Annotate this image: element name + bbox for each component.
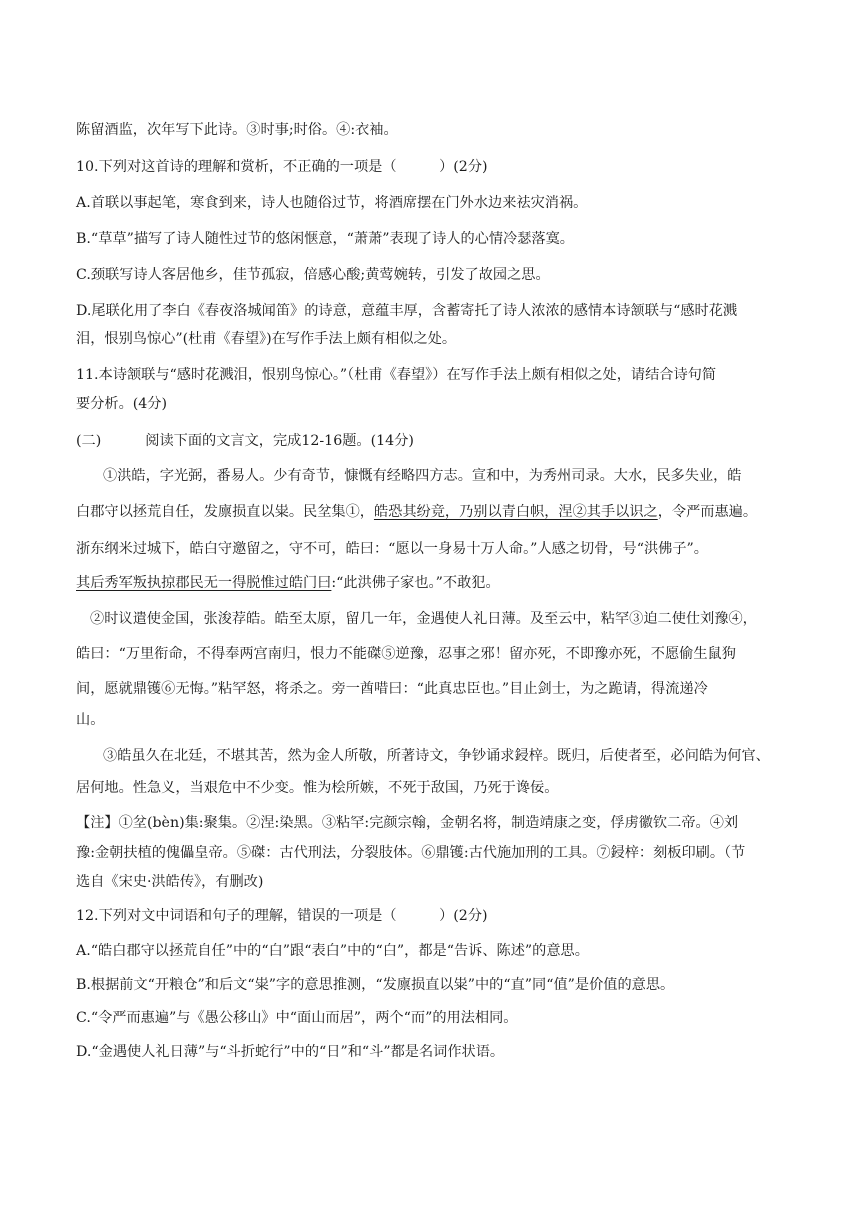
passage-para-2-line-2: 皓曰：“万里衔命，不得奉两宫南归，恨力不能磔⑤逆豫，忍事之邪！留亦死，不即豫亦死，不愿偷生鼠狗 [76,646,736,662]
question-10: 10.下列对这首诗的理解和赏析，不正确的一项是（ ）(2分) [76,159,488,175]
annotation-note-line-2: 豫:金朝扶植的傀儡皇帝。⑤磔：古代刑法，分裂肢体。⑥鼎镬:古代施加刑的工具。⑦鋟梓：刻板印刷。（节 [76,845,746,861]
annotation-note: 【注】①坌(bèn)集:聚集。②涅:染黑。③粘罕:完颜宗翰，金朝名将，制造靖康之变，俘虏徽钦二帝。④刘 [76,815,739,831]
section-2-heading [76,431,414,451]
passage-para-1-line-4 [76,573,500,593]
passage-text: 白郡守以拯荒自任，发廪损直以粜。民坌集①， [76,504,374,520]
q12-option-c: C.“令严而惠遍”与《愚公移山》中“面山而居”，两个“而”的用法相同。 [76,1010,518,1026]
q10-option-a: A.首联以事起笔，寒食到来，诗人也随俗过节，将酒席摆在门外水边来祛灾消祸。 [76,195,588,211]
section-instruction: 阅读下面的文言文，完成12-16题。(14分) [145,433,414,449]
passage-para-1: ①洪皓，字光弼，番易人。少有奇节，慷慨有经略四方志。宣和中，为秀州司录。大水，民多失业，皓 [103,468,742,484]
passage-text: ，令严而惠遍。 [657,504,758,520]
q12-option-d: D.“金遇使人礼日薄”与“斗折蛇行”中的“日”和“斗”都是名词作状语。 [76,1044,505,1060]
question-11: 11.本诗颔联与“感时花溅泪，恨别鸟惊心。”（杜甫《春望》）在写作手法上颇有相似之处，请结合诗句简 [76,367,717,383]
q10-option-d-cont: 泪，恨别鸟惊心”(杜甫《春望》)在写作手法上颇有相似之处。 [76,331,457,347]
passage-para-2-line-4: 山。 [76,712,105,728]
passage-para-1-line-2 [76,502,757,522]
annotation-source: 选自《宋史·洪皓传》，有删改) [76,874,264,890]
passage-text: :“此洪佛子家也。”不敢犯。 [331,575,500,591]
q10-option-c: C.颈联写诗人客居他乡，佳节孤寂，倍感心酸;黄莺婉转，引发了故园之思。 [76,267,550,283]
passage-para-1-line-3: 浙东纲米过城下，皓白守邀留之，守不可，皓曰：“愿以一身易十万人命。”人感之切骨，号“洪佛子”。 [76,541,708,557]
footnote-continuation: 陈留酒监，次年写下此诗。③时事;时俗。④:衣袖。 [76,122,398,138]
q12-option-a: A.“皓白郡守以拯荒自任”中的“白”跟“表白”中的“白”，都是“告诉、陈述”的意思。 [76,943,589,959]
question-11-cont: 要分析。(4分) [76,396,168,412]
q10-option-d: D.尾联化用了李白《春夜洛城闻笛》的诗意，意蕴丰厚，含蓄寄托了诗人浓浓的感情本诗颔联与“感时花溅 [76,303,738,319]
passage-para-2: ②时议遣使金国，张浚荐皓。皓至太原，留几一年，金遇使人礼日薄。及至云中，粘罕③迫二使仕刘豫④， [90,611,757,627]
section-number: (二) [76,433,102,449]
underlined-sentence-1: 皓恐其纷竞，乃别以青白帜，涅②其手以识之 [373,504,658,520]
question-12: 12.下列对文中词语和句子的理解，错误的一项是（ ）(2分) [76,908,488,924]
q10-option-b: B.“草草”描写了诗人随性过节的悠闲惬意，“萧萧”表现了诗人的心情冷瑟落寞。 [76,231,574,247]
passage-para-3: ③皓虽久在北廷，不堪其苦，然为金人所敬，所著诗文，争钞诵求鋟梓。既归，后使者至，必问皓为何官、 [103,748,770,764]
q12-option-b: B.根据前文“开粮仓”和后文“粜”字的意思推测，“发廪损直以粜”中的“直”同“值”是价值的意思。 [76,977,675,993]
underlined-sentence-2: 其后秀军叛执掠郡民无一得脱惟过皓门曰 [76,575,332,591]
passage-para-3-line-2: 居何地。性急义，当艰危中不少变。惟为桧所嫉，不死于敌国，乃死于谗佞。 [76,780,559,796]
passage-para-2-line-3: 间，愿就鼎镬⑥无悔。”粘罕怒，将杀之。旁一酋唶曰：“此真忠臣也。”目止剑士，为之跪请，得流递冷 [76,681,708,697]
